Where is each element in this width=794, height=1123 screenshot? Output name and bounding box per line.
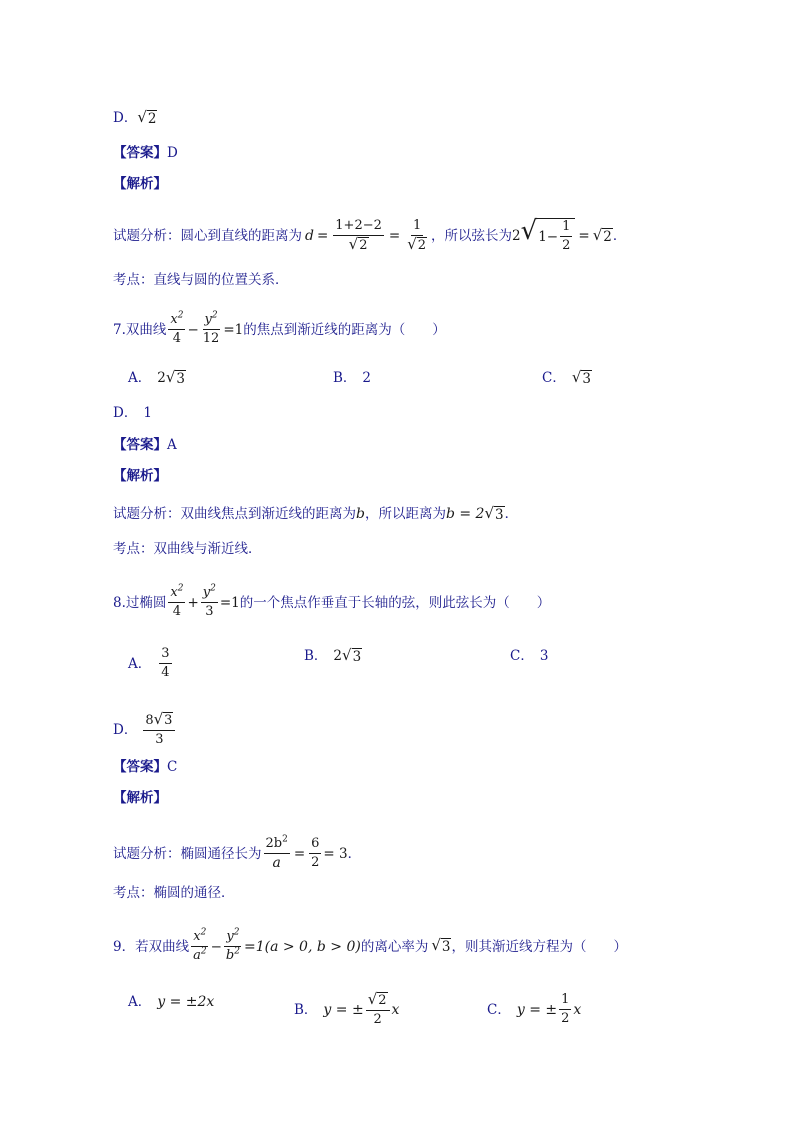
fraction	[559, 992, 571, 1027]
option-value: y = ±2x	[157, 994, 215, 1010]
condition: =1(a > 0, b > 0)	[243, 938, 361, 955]
radicand: 2	[417, 238, 427, 253]
fraction: √ 2 2	[366, 992, 390, 1028]
math-var: d	[305, 228, 314, 244]
q9-option-b	[294, 992, 399, 1028]
q8-analysis	[113, 836, 361, 871]
sqrt-expression: √ 1− $\frac{1}{2}$	[521, 218, 576, 254]
denominator: 4	[172, 604, 182, 619]
equation-rhs: =1	[223, 321, 244, 338]
answer-label: 【答案】	[113, 437, 167, 453]
option-label: D．	[113, 722, 138, 738]
denominator: 3	[155, 732, 164, 747]
q7-option-d	[113, 403, 152, 423]
radicand: 2	[378, 993, 387, 1008]
q6-kaodian: 考点：直线与圆的位置关系．	[113, 272, 289, 288]
period: ．	[504, 506, 519, 522]
numerator: x	[193, 929, 201, 944]
option-value: 3	[539, 648, 549, 664]
denominator: a	[193, 948, 201, 963]
answer-label: 【答案】	[113, 759, 167, 775]
math-coef: 2	[333, 648, 343, 664]
fraction: $\frac{y^2}{12}$	[202, 310, 220, 346]
q8-answer	[113, 757, 177, 777]
option-label: A．	[128, 370, 152, 386]
equals-sign: =	[388, 228, 401, 244]
math-expression: y = ±	[323, 1002, 364, 1018]
option-label: A．	[128, 655, 152, 672]
fraction	[333, 218, 384, 254]
math-expression: y = ±	[516, 1001, 558, 1018]
answer-value: C	[167, 759, 178, 775]
option-label: B．	[304, 648, 328, 664]
equals-sign: =	[578, 228, 590, 244]
analysis-text: 试题分析：双曲线焦点到渐近线的距离为	[113, 506, 356, 522]
denominator: 2	[373, 1012, 382, 1027]
q6-analysis-label: 【解析】	[113, 176, 167, 192]
math-var: x	[573, 1001, 582, 1018]
q6-answer	[113, 143, 178, 163]
option-label: D．	[113, 405, 138, 421]
math-coef: 2	[512, 228, 521, 244]
equation-rhs: =1	[219, 594, 240, 611]
numerator: x	[170, 585, 178, 600]
stem-text: 的一个焦点作垂直于长轴的弦，则此弦长为（ ）	[239, 594, 551, 611]
q7-analysis: 试题分析：双曲线焦点到渐近线的距离为 b ，所以距离为 b = 2 √ 3 ．	[113, 503, 519, 523]
radicand: 2	[359, 238, 368, 253]
math-coef: 2	[157, 370, 166, 386]
q9-stem: 9．若双曲线 $\frac{x^2}{a^2}$ − $\frac{y^2}{b^2}$ =1(a > 0, b > 0) 的离心率为 √ 3 ，则其渐近线方程为（ ）	[113, 927, 627, 963]
q6-analysis	[113, 218, 626, 254]
math-expression: b = 2	[445, 506, 485, 522]
option-label: B．	[294, 1002, 318, 1018]
denominator: 2	[311, 855, 320, 870]
denominator: a	[272, 855, 281, 871]
radicand: 2	[603, 228, 612, 245]
minus-sign: −	[187, 321, 199, 338]
q8-option-a	[128, 646, 174, 681]
numerator: x	[170, 312, 178, 327]
numerator: y	[204, 312, 212, 327]
q7-kaodian: 考点：双曲线与渐近线．	[113, 541, 262, 557]
q8-kaodian: 考点：椭圆的通径．	[113, 885, 235, 901]
fraction	[405, 218, 429, 254]
denominator: 2	[561, 1011, 570, 1026]
stem-text: 的离心率为	[360, 938, 429, 955]
fraction: 8 √ 3 3	[143, 712, 175, 748]
stem-text: 的焦点到渐近线的距离为（ ）	[243, 321, 446, 338]
radicand: 3	[176, 370, 185, 387]
q8-option-d	[113, 712, 177, 748]
numerator: 1	[560, 219, 572, 237]
denominator: 4	[172, 331, 182, 346]
math-var: b	[356, 506, 365, 522]
denominator: 2	[562, 238, 571, 253]
minus-sign: −	[210, 938, 222, 955]
radicand: 3	[352, 648, 362, 665]
numerator: 6	[309, 836, 321, 854]
numerator: y	[226, 929, 234, 944]
equals-sign: =	[293, 845, 306, 862]
option-value: 1	[143, 405, 152, 421]
q7-option-c: C． √ 3	[542, 367, 591, 387]
option-value: 2	[362, 370, 372, 386]
math-text: 1−	[538, 228, 559, 245]
numerator: 1+2−2	[333, 218, 384, 236]
q8-option-b: B． 2 √ 3	[304, 645, 362, 665]
analysis-text: 试题分析：圆心到直线的距离为	[113, 228, 302, 244]
option-label: C．	[510, 648, 534, 664]
fraction	[159, 646, 171, 681]
period: ．	[612, 228, 627, 244]
equals-sign: =	[316, 228, 329, 244]
denominator: 12	[202, 331, 220, 346]
answer-value: A	[167, 437, 177, 453]
stem-text: 9．若双曲线	[113, 938, 190, 955]
q7-option-b	[333, 368, 371, 388]
q8-stem	[113, 585, 550, 620]
q8-option-c	[510, 646, 548, 666]
q9-option-c	[487, 992, 581, 1027]
fraction: $\frac{2b^2}{a}$	[265, 834, 288, 871]
numerator: y	[202, 585, 211, 600]
numerator: 3	[159, 646, 171, 664]
radicand: 3	[582, 370, 591, 387]
option-label: C．	[487, 1001, 511, 1018]
q9-option-a	[128, 992, 214, 1012]
radicand: 3	[441, 939, 451, 955]
radicand: 3	[495, 506, 504, 523]
denominator: 4	[161, 665, 170, 680]
q7-analysis-label: 【解析】	[113, 468, 167, 484]
sqrt-expression: √ 2	[137, 107, 157, 127]
q6-option-d	[113, 108, 157, 128]
sqrt-expression: √ 2	[592, 225, 612, 245]
numerator: 1	[559, 992, 571, 1010]
numerator: 1	[411, 218, 423, 236]
answer-label: 【答案】	[113, 145, 167, 161]
math-result: = 3	[323, 845, 348, 862]
q7-option-a: A． 2 √ 3	[128, 367, 185, 387]
math-var: x	[391, 1002, 400, 1018]
denominator: √ 2	[407, 235, 427, 253]
fraction: $\frac{x^2}{4}$	[170, 583, 184, 619]
stem-text: 7.双曲线	[113, 321, 167, 338]
radicand: 2	[147, 110, 157, 127]
answer-value: D	[167, 145, 178, 161]
option-label: A．	[128, 994, 152, 1010]
stem-text: ，则其渐近线方程为（ ）	[451, 938, 627, 955]
fraction	[309, 836, 321, 871]
denominator: b	[225, 948, 235, 963]
q8-analysis-label: 【解析】	[113, 790, 167, 806]
option-label: D．	[113, 110, 138, 126]
fraction: $\frac{y^2}{b^2}$	[225, 927, 240, 963]
option-label: B．	[333, 370, 357, 386]
analysis-text: ，所以弦长为	[431, 228, 513, 244]
q7-stem	[113, 312, 446, 347]
option-label: C．	[542, 370, 566, 386]
denominator: √ 2	[348, 235, 368, 253]
plus-sign: +	[187, 594, 199, 611]
fraction: $\frac{x^2}{a^2}$	[193, 927, 207, 963]
analysis-text: 试题分析：椭圆通径长为	[113, 845, 262, 862]
denominator: 3	[205, 604, 214, 619]
fraction: $\frac{y^2}{3}$	[202, 583, 216, 619]
stem-text: 8.过椭圆	[113, 594, 167, 611]
q7-answer	[113, 435, 177, 455]
radicand: 3	[164, 713, 173, 728]
math-coef: 8	[145, 713, 154, 728]
fraction	[560, 219, 572, 254]
analysis-text: ，所以距离为	[364, 506, 446, 522]
period: ．	[347, 845, 362, 862]
numerator: 2b	[265, 836, 283, 851]
fraction: $\frac{x^2}{4}$	[170, 310, 184, 346]
